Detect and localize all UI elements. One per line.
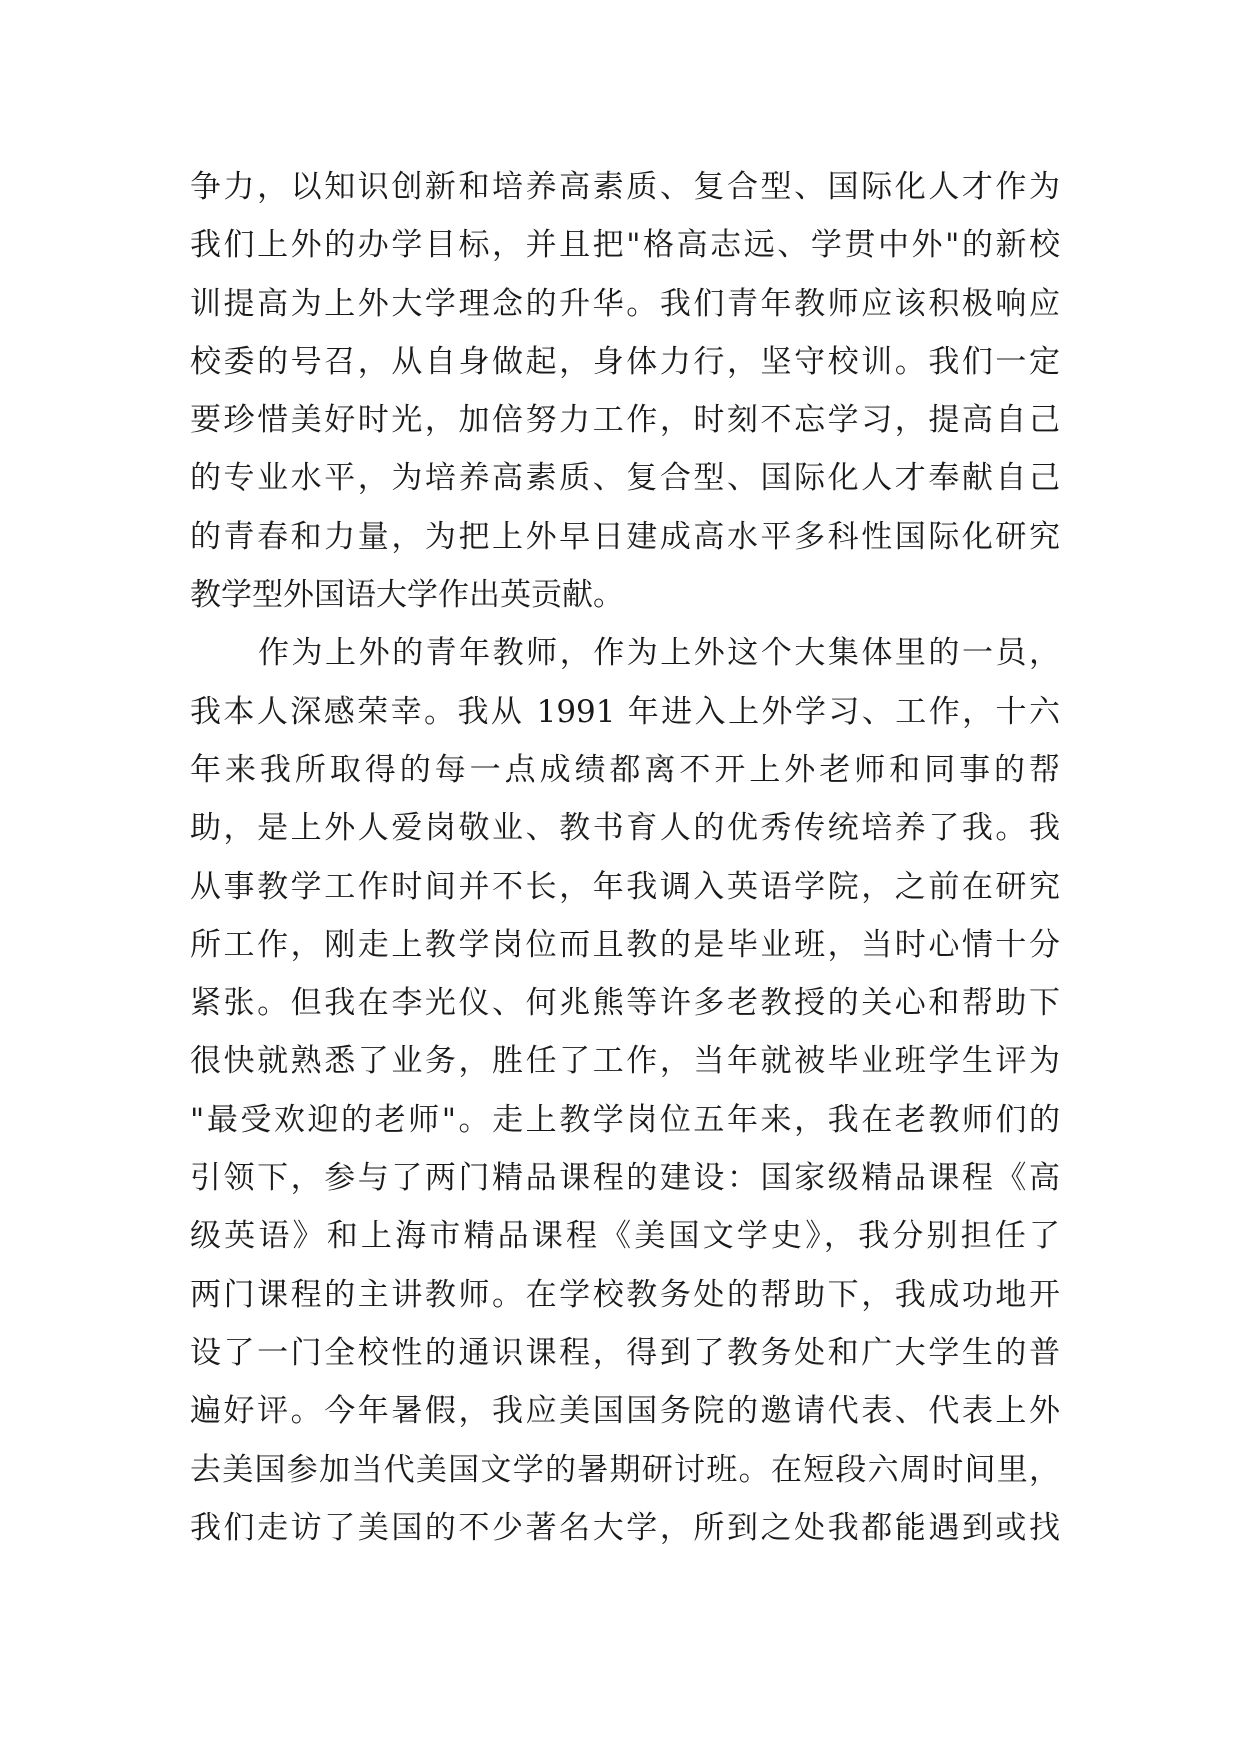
text-line: 紧张。但我在李光仪、何兆熊等许多老教授的关心和帮助下 (190, 985, 1060, 1022)
text-line: 年来我所取得的每一点成绩都离不开上外老师和同事的帮 (190, 751, 1060, 788)
text-line: 我本人深感荣幸。我从 1991 年进入上外学习、工作，十六 (190, 693, 1060, 730)
text-line: 助，是上外人爱岗敬业、教书育人的优秀传统培养了我。我 (190, 810, 1060, 847)
text-line: 级英语》和上海市精品课程《美国文学史》，我分别担任了 (190, 1218, 1060, 1255)
text-line: 的专业水平，为培养高素质、复合型、国际化人才奉献自己 (190, 460, 1060, 497)
text-line: 遍好评。今年暑假，我应美国国务院的邀请代表、代表上外 (190, 1393, 1060, 1430)
text-line: 要珍惜美好时光，加倍努力工作，时刻不忘学习，提高自己 (190, 402, 1060, 439)
text-line: 的青春和力量，为把上外早日建成高水平多科性国际化研究 (190, 518, 1060, 555)
text-line: 我们走访了美国的不少著名大学，所到之处我都能遇到或找 (190, 1509, 1060, 1546)
text-line: 去美国参加当代美国文学的暑期研讨班。在短段六周时间里， (190, 1451, 1060, 1488)
paragraph-start-line: 作为上外的青年教师，作为上外这个大集体里的一员， (258, 635, 1060, 672)
text-line: 训提高为上外大学理念的升华。我们青年教师应该积极响应 (190, 285, 1060, 322)
text-line: 所工作，刚走上教学岗位而且教的是毕业班，当时心情十分 (190, 926, 1060, 963)
text-line: 很快就熟悉了业务，胜任了工作，当年就被毕业班学生评为 (190, 1043, 1060, 1080)
text-line: 从事教学工作时间并不长，年我调入英语学院，之前在研究 (190, 868, 1060, 905)
text-line: 校委的号召，从自身做起，身体力行，坚守校训。我们一定 (190, 343, 1060, 380)
text-line: 我们上外的办学目标，并且把"格高志远、学贯中外"的新校 (190, 227, 1060, 264)
text-line: 设了一门全校性的通识课程，得到了教务处和广大学生的普 (190, 1334, 1060, 1371)
text-line: 争力，以知识创新和培养高素质、复合型、国际化人才作为 (190, 169, 1060, 205)
text-line: 两门课程的主讲教师。在学校教务处的帮助下，我成功地开 (190, 1276, 1060, 1313)
paragraph-end-line: 教学型外国语大学作出英贡献。 (190, 577, 624, 614)
text-line: "最受欢迎的老师"。走上教学岗位五年来，我在老教师们的 (190, 1101, 1060, 1138)
body-text (190, 158, 1060, 1557)
text-line: 引领下，参与了两门精品课程的建设：国家级精品课程《高 (190, 1160, 1060, 1197)
